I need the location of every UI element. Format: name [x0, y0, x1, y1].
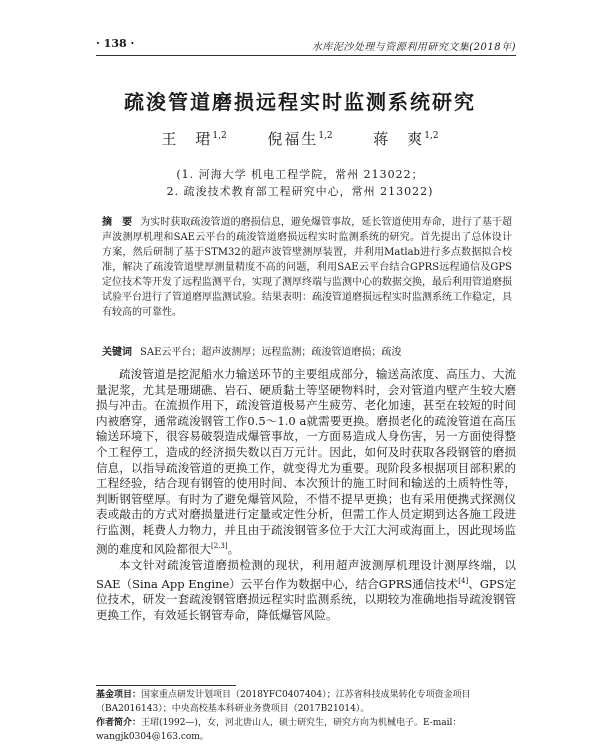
author-bio-text: 王珺(1992—)，女，河北唐山人，硕士研究生，研究方向为机械电子。E-mail：wangjk0304@163.com。	[96, 718, 462, 742]
author-name: 倪福生	[267, 130, 319, 148]
funding-note	[96, 688, 516, 716]
abstract-label: 摘 要	[102, 217, 133, 228]
affiliation-line: 2. 疏浚技术教育部工程研究中心，常州 213022)	[166, 185, 434, 198]
funding-label: 基金项目：	[96, 690, 142, 700]
running-title: 水库泥沙处理与资源利用研究文集(2018年)	[311, 42, 516, 53]
author-list	[0, 128, 600, 149]
keywords	[102, 345, 512, 360]
paragraph-text: 本文针对疏浚管道磨损检测的现状，利用超声波测厚机理设计测厚终端，以SAE（Sina App Engine）云平台作为数据中心，结合GPRS通信技术	[96, 557, 516, 591]
paper-title: 疏浚管道磨损远程实时监测系统研究	[124, 90, 476, 114]
author-bio-label: 作者简介：	[96, 718, 142, 728]
abstract-text: 为实时获取疏浚管道的磨损信息，避免爆管事故，延长管道使用寿命，进行了基于超声波测厚机理和SAE云平台的疏浚管道磨损远程实时监测系统的研究。首先提出了总体设计方案，然后研制了基于STM32的超声波管壁测厚装置，并利用Matlab进行多点数据拟合校准，解决了疏浚管道壁厚测量精度不高的问题，利用SAE云平台结合GPRS远程通信及GPS定位技术等开发了远程监测平台，实现了测厚终端与监测中心的数据交换，最后利用管道磨损试验平台进行了管道磨厚监测试验。结果表明：疏浚管道磨损远程实时监测系统工作稳定，具有较高的可靠性。	[102, 217, 513, 318]
footnote-divider	[96, 685, 236, 686]
keywords-label: 关键词	[102, 347, 132, 358]
author-affil-mark: 1,2	[212, 131, 227, 141]
author-name: 蒋 爽	[373, 130, 425, 148]
author-affil-mark: 1,2	[318, 131, 333, 141]
page-header	[96, 37, 516, 56]
paragraph	[96, 558, 516, 623]
body-text	[96, 367, 516, 624]
keywords-text: SAE云平台；超声波测厚；远程监测；疏浚管道磨损；疏浚	[140, 347, 402, 358]
paragraph-text: 疏浚管道是挖泥船水力输送环节的主要组成部分，输送高浓度、高压力、大流量泥浆，尤其是珊瑚礁、岩石、硬质黏土等坚硬物料时，会对管道内壁产生较大磨损与冲击。在流损作用下，疏浚管道极易产生疲劳、老化加速，甚至在较短的时间内被磨穿，通常疏浚钢管工作0.5～1.0 a就需要更换。磨损老化的疏浚管道在高压输送环境下，很容易破裂造成爆管事故，一方面易造成人身伤害，另一方面使得整个工程停工，造成的经济损失数以百万元计。因此，如何及时获取各段钢管的磨损信息，以指导疏浚管道的更换工作，就变得尤为重要。现阶段多根据项目部积累的工程经验，结合现有钢管的使用时间、本次预计的施工时间和输送的土质特性等，判断钢管壁厚。有时为了避免爆管风险，不惜不提早更换；也有采用便携式探测仪表或敲击的方式对磨损量进行定量或定性分析，但需工作人员定期到达各施工段进行监测，耗费人力物力，并且由于疏浚钢管多位于大江大河或海面上，因此现场监测的难度和风险都很大	[96, 367, 516, 556]
author-name: 王 珺	[161, 130, 213, 148]
author-bio	[96, 716, 516, 744]
author-affil-mark: 1,2	[424, 131, 439, 141]
page-number: · 138 ·	[96, 37, 135, 50]
funding-text: 国家重点研发计划项目（2018YFC0407404）；江苏省科技成果转化专项资金项目（BA2016143）；中央高校基本科研业务费项目（2017B21014）。	[96, 690, 471, 714]
citation: [4]	[458, 576, 469, 585]
paragraph-text: 、GPS定位技术，研发一套疏浚钢管磨损远程实时监测系统，以期较为准确地指导疏浚钢管更换工作，有效延长钢管寿命，降低爆管风险。	[96, 576, 516, 622]
abstract	[102, 215, 512, 320]
affiliation-line: (1. 河海大学 机电工程学院，常州 213022；	[176, 168, 424, 181]
paragraph: 疏浚管道是挖泥船水力输送环节的主要组成部分，输送高浓度、高压力、大流量泥浆，尤其是珊瑚礁、岩石、硬质黏土等坚硬物料时，会对管道内壁产生较大磨损与冲击。在流损作用下，疏浚管道极易产生疲劳、老化加速，甚至在较短的时间内被磨穿，通常疏浚钢管工作0.5～1.0 a就需要更换。磨损老化的疏浚管道在高压输送环境下，很容易破裂造成爆管事故，一方面易造成人身伤害，另一方面使得整个工程停工，造成的经济损失数以百万元计。因此，如何及时获取各段钢管的磨损信息，以指导疏浚管道的更换工作，就变得尤为重要。现阶段多根据项目部积累的工程经验，结合现有钢管的使用时间、本次预计的施工时间和输送的土质特性等，判断钢管壁厚。有时为了避免爆管风险，不惜不提早更换；也有采用便携式探测仪表或敲击的方式对磨损量进行定量或定性分析，但需工作人员定期到达各施工段进行监测，耗费人力物力，并且由于疏浚钢管多位于大江大河或海面上，因此现场监测的难度和风险都很大[2,3]。	[96, 367, 516, 556]
citation: [2,3]	[211, 541, 228, 550]
footnotes	[96, 688, 516, 744]
